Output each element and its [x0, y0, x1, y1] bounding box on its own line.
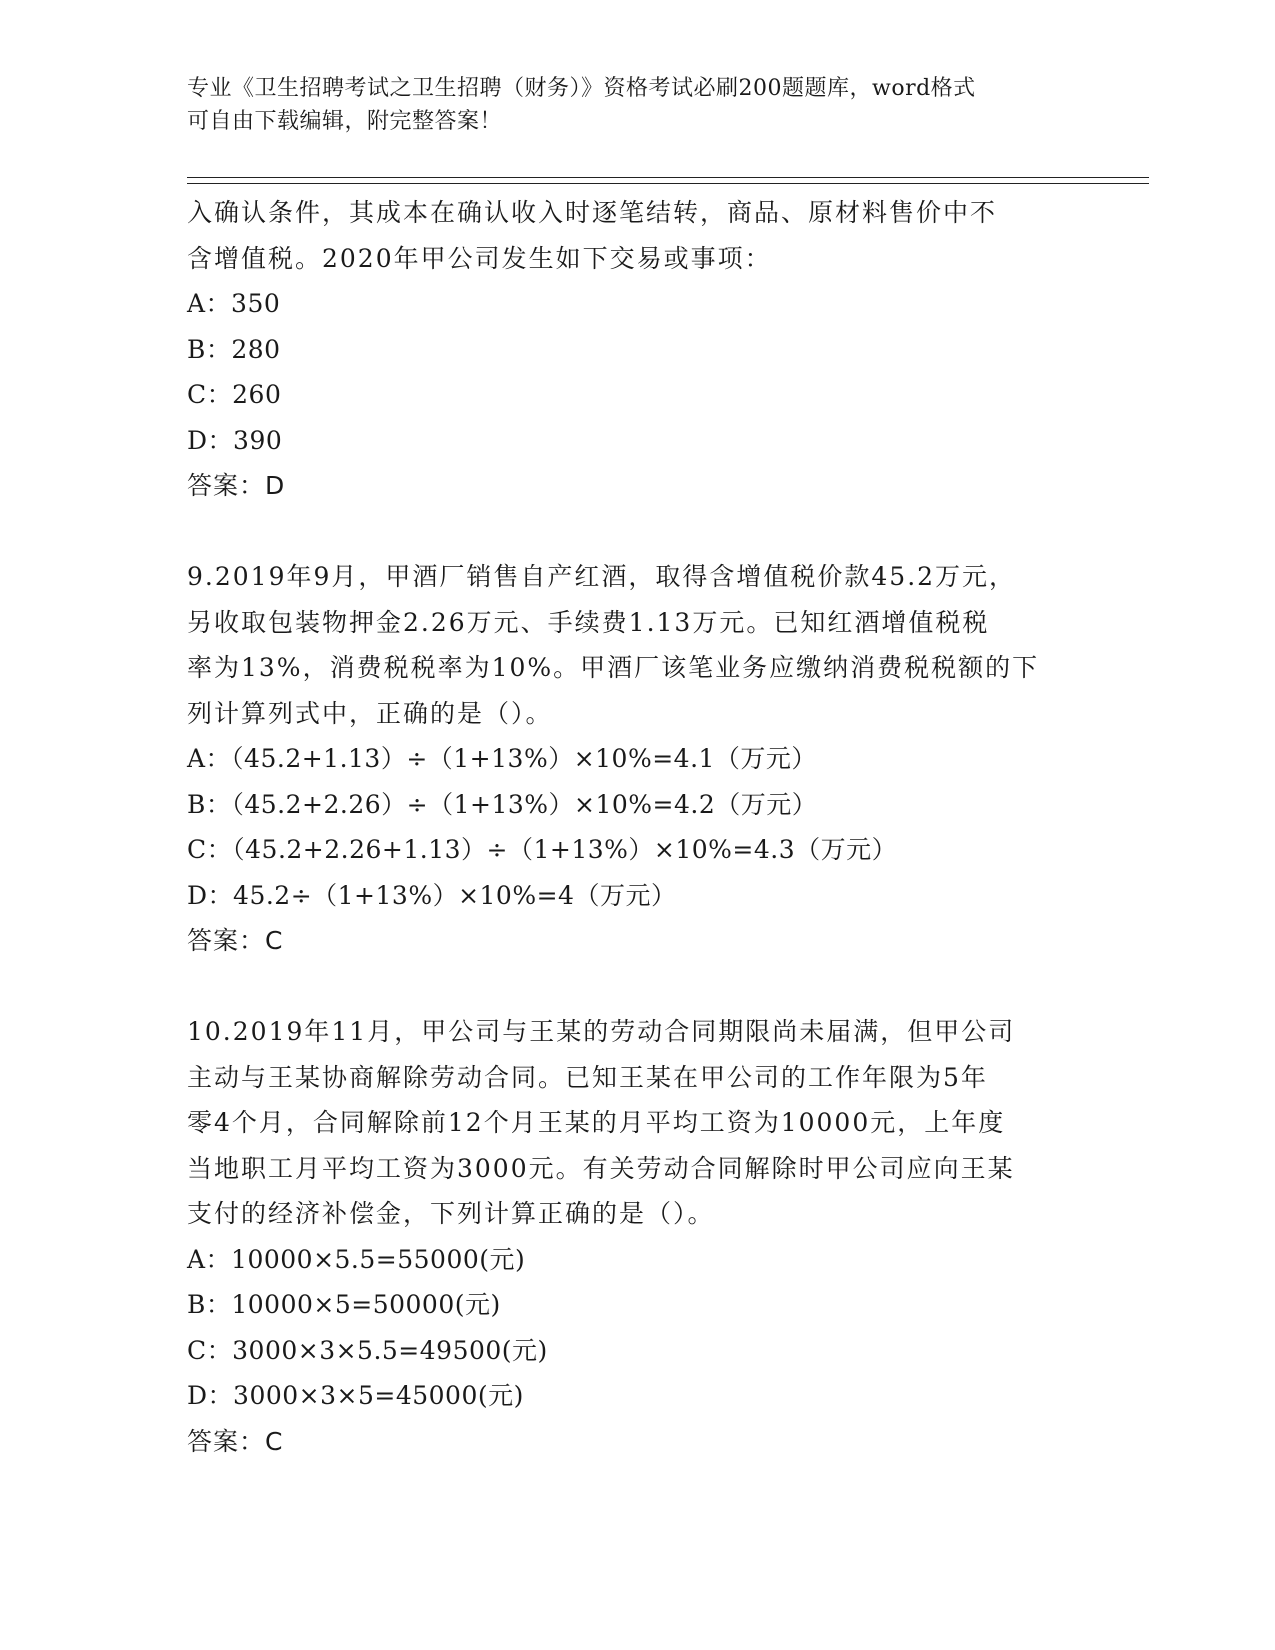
option-b: B：280	[187, 334, 281, 364]
option-b: B：10000×5=50000(元)	[187, 1290, 501, 1319]
document-header	[187, 72, 1067, 138]
option-d: D：45.2÷（1+13%）×10%=4（万元）	[187, 880, 677, 910]
question-stem-line: 当地职工月平均工资为3000元。有关劳动合同解除时甲公司应向王某	[187, 1153, 1015, 1183]
question-9	[187, 554, 1087, 964]
question-stem-line: 含增值税。2020年甲公司发生如下交易或事项：	[187, 243, 772, 273]
question-10	[187, 1009, 1087, 1464]
header-rule-top	[187, 177, 1149, 178]
question-stem-line: 零4个月，合同解除前12个月王某的月平均工资为10000元，上年度	[187, 1108, 1006, 1137]
option-a: A：（45.2+1.13）÷（1+13%）×10%=4.1（万元）	[187, 744, 817, 773]
document-body	[187, 190, 1087, 1464]
option-c: C：3000×3×5.5=49500(元)	[187, 1335, 548, 1365]
header-line-2: 可自由下载编辑，附完整答案！	[187, 109, 503, 134]
question-stem-line: 主动与王某协商解除劳动合同。已知王某在甲公司的工作年限为5年	[187, 1062, 988, 1092]
answer-label: 答案：C	[187, 1426, 284, 1456]
question-8	[187, 190, 1087, 509]
spacer	[187, 964, 1087, 1010]
answer-label: 答案：C	[187, 926, 284, 955]
option-d: D：390	[187, 425, 283, 455]
option-b: B：（45.2+2.26）÷（1+13%）×10%=4.2（万元）	[187, 789, 818, 819]
question-stem-line: 列计算列式中，正确的是（）。	[187, 698, 553, 728]
header-rule-bottom	[187, 183, 1149, 184]
option-d: D：3000×3×5=45000(元)	[187, 1381, 524, 1410]
option-c: C：（45.2+2.26+1.13）÷（1+13%）×10%=4.3（万元）	[187, 835, 898, 864]
question-stem-line: 另收取包装物押金2.26万元、手续费1.13万元。已知红酒增值税税	[187, 607, 990, 637]
spacer	[187, 509, 1087, 555]
question-stem-line: 率为13%，消费税税率为10%。甲酒厂该笔业务应缴纳消费税税额的下	[187, 653, 1040, 682]
question-stem-line: 入确认条件，其成本在确认收入时逐笔结转，商品、原材料售价中不	[187, 198, 998, 227]
option-a: A：350	[187, 289, 281, 318]
option-a: A：10000×5.5=55000(元)	[187, 1244, 526, 1274]
header-line-1: 专业《卫生招聘考试之卫生招聘（财务）》资格考试必刷200题题库，word格式	[187, 76, 976, 101]
question-stem-line: 10.2019年11月，甲公司与王某的劳动合同期限尚未届满，但甲公司	[187, 1017, 1016, 1046]
question-stem-line: 支付的经济补偿金，下列计算正确的是（）。	[187, 1199, 715, 1228]
question-stem-line: 9.2019年9月，甲酒厂销售自产红酒，取得含增值税价款45.2万元，	[187, 562, 1017, 591]
answer-label: 答案：D	[187, 471, 286, 500]
option-c: C：260	[187, 380, 282, 409]
